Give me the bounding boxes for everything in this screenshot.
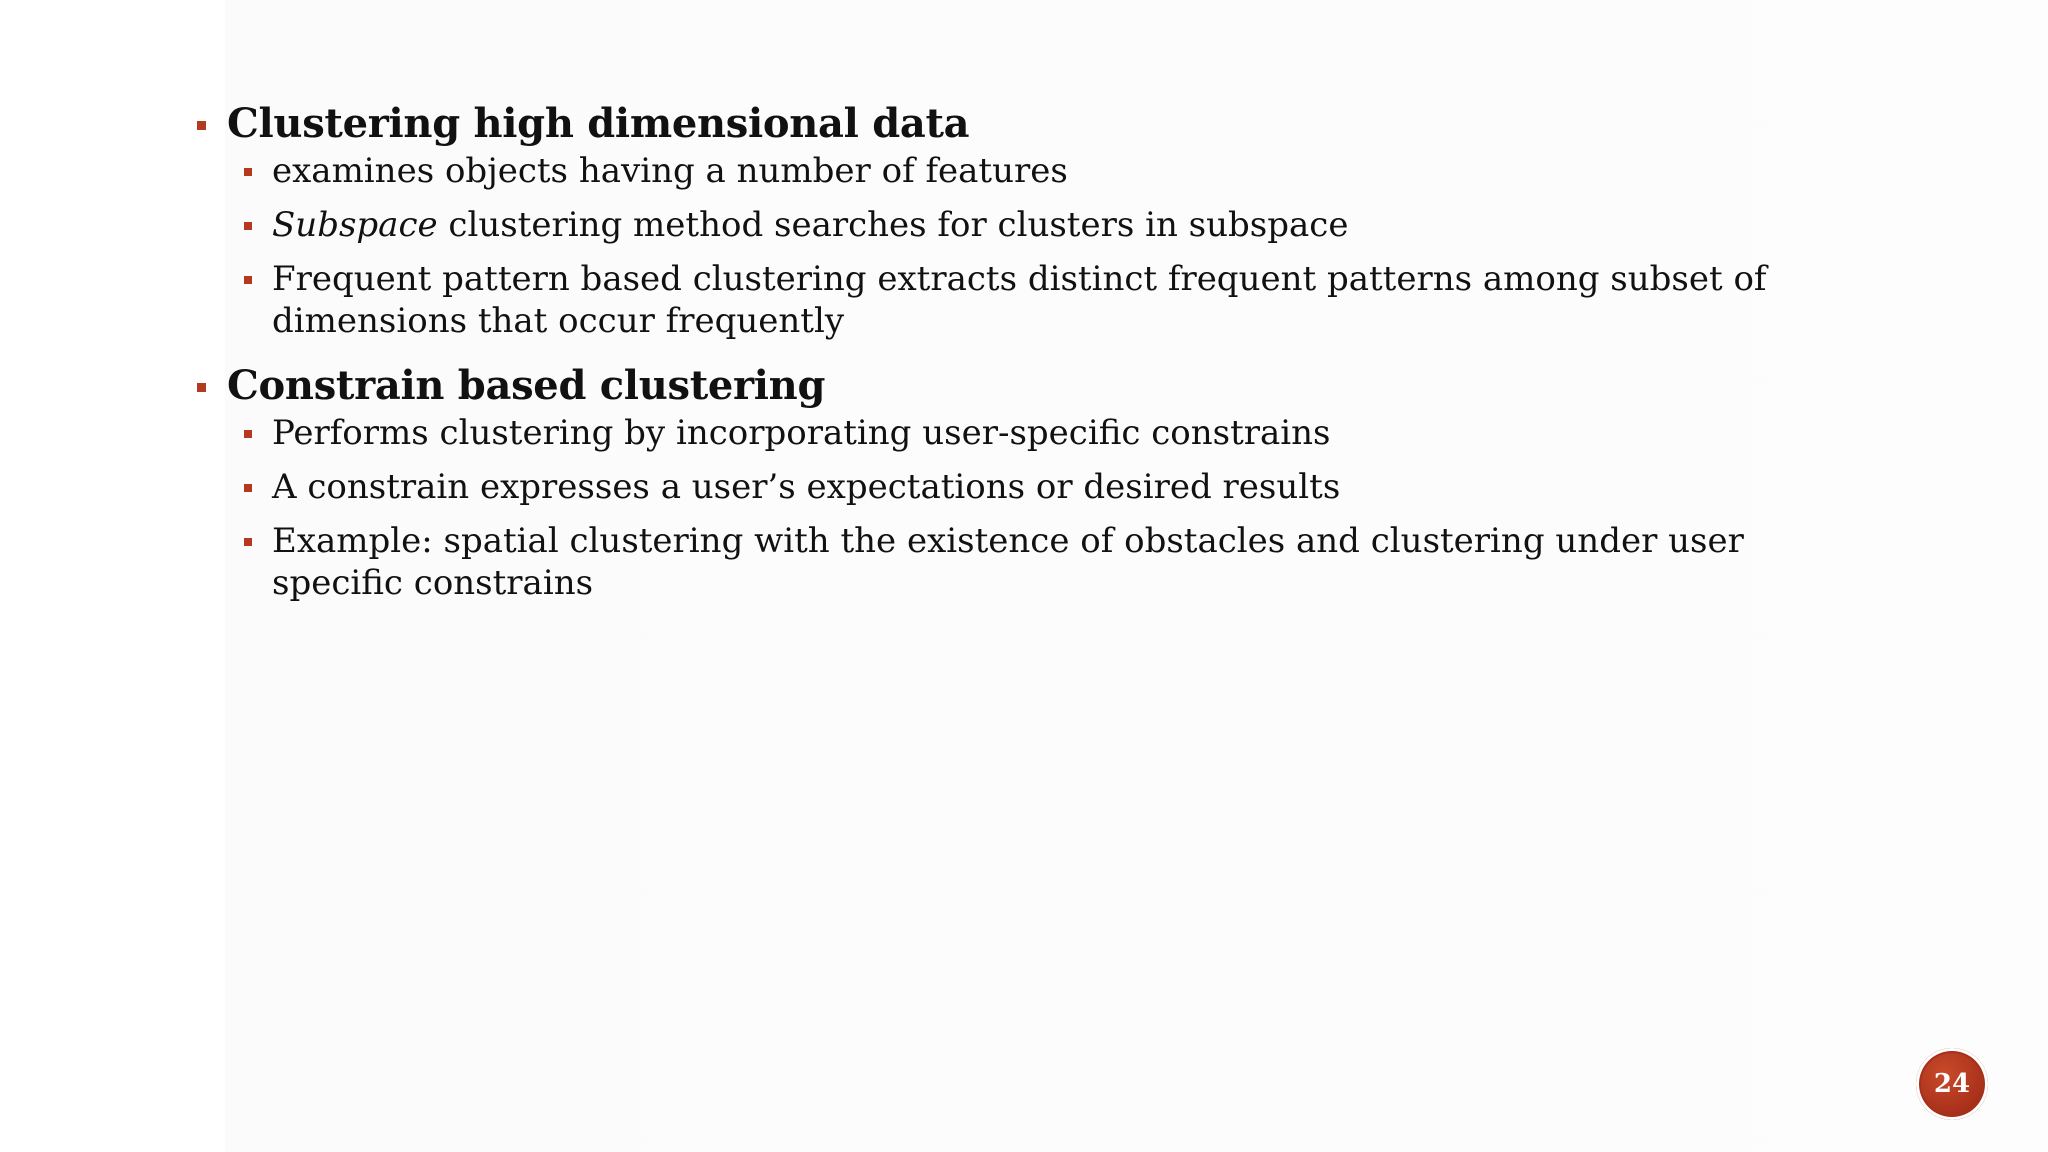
- square-bullet-icon: [197, 121, 206, 130]
- sub-bullet: [272, 150, 1832, 192]
- slide-number-badge: [1916, 1048, 1988, 1120]
- sub-bullet: [272, 204, 1832, 246]
- bullet-heading: [192, 98, 1832, 150]
- sub-bullet-text: Frequent pattern based clustering extracts distinct frequent patterns among subset of dimensions that occur frequently: [272, 259, 1767, 341]
- sub-bullet: [272, 412, 1832, 454]
- emphasis-text: Subspace: [272, 205, 438, 245]
- slide-content: [192, 98, 1832, 622]
- square-bullet-icon: [244, 430, 252, 438]
- sub-bullet: [272, 520, 1832, 604]
- square-bullet-icon: [244, 484, 252, 492]
- square-bullet-icon: [197, 383, 206, 392]
- heading-text: Constrain based clustering: [227, 362, 826, 409]
- square-bullet-icon: [244, 276, 252, 284]
- section-constrain-based: [192, 360, 1832, 604]
- sub-bullet-text: Performs clustering by incorporating user-specific constrains: [272, 413, 1331, 453]
- sub-bullet-text: Example: spatial clustering with the existence of obstacles and clustering under user specific constrains: [272, 521, 1744, 603]
- sub-bullet-text: examines objects having a number of features: [272, 151, 1068, 191]
- sub-bullet-text: clustering method searches for clusters in subspace: [437, 205, 1349, 245]
- square-bullet-icon: [244, 222, 252, 230]
- slide-number: 24: [1933, 1069, 1971, 1099]
- section-high-dimensional: [192, 98, 1832, 342]
- sub-bullet-text: A constrain expresses a user’s expectations or desired results: [272, 467, 1341, 507]
- sub-bullet: [272, 258, 1832, 342]
- square-bullet-icon: [244, 538, 252, 546]
- bullet-heading: [192, 360, 1832, 412]
- heading-text: Clustering high dimensional data: [227, 100, 970, 147]
- sub-bullet: [272, 466, 1832, 508]
- square-bullet-icon: [244, 168, 252, 176]
